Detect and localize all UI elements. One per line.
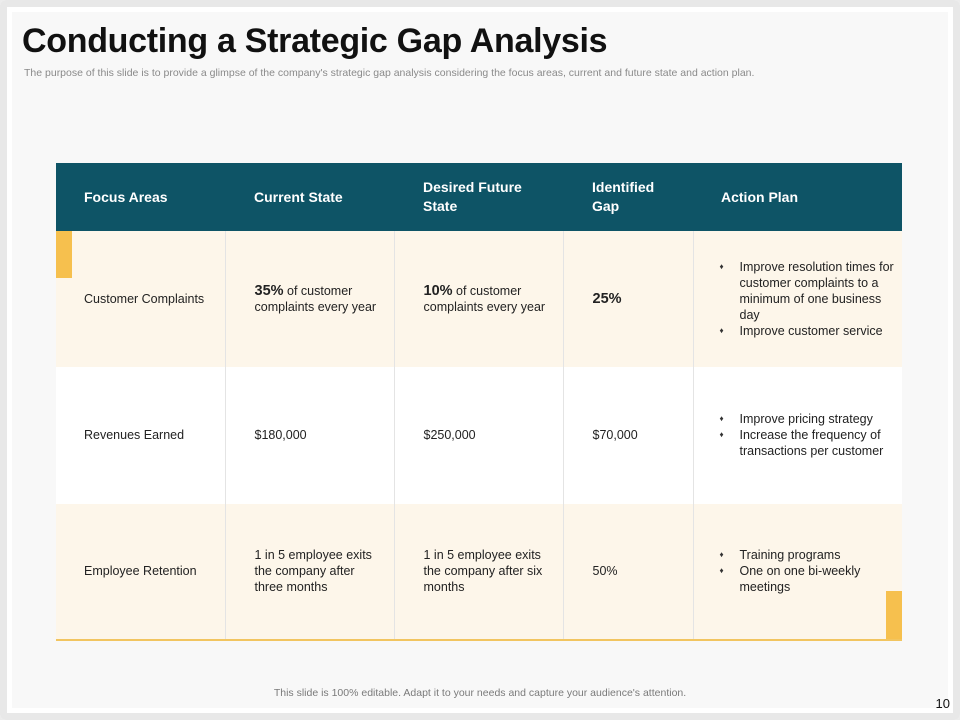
diamond-bullet-icon: ♦ [719, 566, 724, 576]
current-state-cell [225, 231, 394, 367]
identified-gap-cell: 50% [563, 504, 693, 640]
diamond-bullet-icon: ♦ [719, 414, 724, 424]
focus-area-cell: Revenues Earned [56, 367, 225, 503]
diamond-bullet-icon: ♦ [719, 550, 724, 560]
current-state-cell: 1 in 5 employee exits the company after three months [225, 504, 394, 640]
identified-gap-value: 25% [592, 291, 622, 308]
action-plan-list [720, 411, 895, 459]
header-focus-areas: Focus Areas [84, 188, 168, 205]
future-state-cell: $250,000 [394, 367, 563, 503]
action-plan-cell [693, 504, 902, 640]
action-plan-cell [693, 367, 902, 503]
action-item: ♦ Increase the frequency of transactions per customer [719, 428, 884, 459]
future-state-percent: 10% [423, 283, 453, 300]
current-state-percent: 35% [254, 283, 284, 300]
header-desired-future-state: Desired Future State [423, 179, 522, 214]
table-header-row [56, 163, 902, 231]
gap-analysis-table [56, 163, 902, 641]
action-item: ♦ One on one bi-weekly meetings [719, 564, 861, 595]
current-state-text: of customer complaints every year [254, 284, 377, 315]
current-state-cell: $180,000 [225, 367, 394, 503]
footer-note: This slide is 100% editable. Adapt it to your needs and capture your audience's attention. [273, 687, 687, 699]
header-identified-gap: Identified Gap [592, 179, 655, 214]
diamond-bullet-icon: ♦ [719, 262, 724, 272]
header-current-state: Current State [254, 188, 343, 205]
action-item: ♦ Improve resolution times for customer complaints to a minimum of one business day [719, 260, 894, 323]
table-row [56, 504, 902, 640]
accent-bar-top [56, 231, 72, 278]
slide-title: Conducting a Strategic Gap Analysis [22, 22, 608, 60]
action-item: ♦ Improve pricing strategy [719, 412, 873, 427]
focus-area-cell: Customer Complaints [56, 231, 225, 367]
focus-area-cell: Employee Retention [56, 504, 225, 640]
identified-gap-cell: $70,000 [563, 367, 693, 503]
action-plan-cell [693, 231, 902, 367]
action-plan-list [720, 259, 895, 339]
table-row [56, 231, 902, 367]
action-item: ♦ Training programs [719, 548, 841, 563]
page-number: 10 [935, 696, 950, 711]
action-plan-list [720, 547, 895, 595]
accent-bar-bottom [886, 591, 902, 639]
future-state-cell [394, 231, 563, 367]
action-item: ♦ Improve customer service [719, 324, 883, 339]
diamond-bullet-icon: ♦ [719, 326, 724, 336]
slide-subtitle: The purpose of this slide is to provide a glimpse of the company's strategic gap analysis considering the focus areas, current and future state and action plan. [24, 67, 755, 79]
header-action-plan: Action Plan [721, 188, 799, 205]
future-state-cell: 1 in 5 employee exits the company after six months [394, 504, 563, 640]
table-row [56, 367, 902, 503]
diamond-bullet-icon: ♦ [719, 430, 724, 440]
identified-gap-cell [563, 231, 693, 367]
future-state-text: of customer complaints every year [423, 284, 546, 315]
